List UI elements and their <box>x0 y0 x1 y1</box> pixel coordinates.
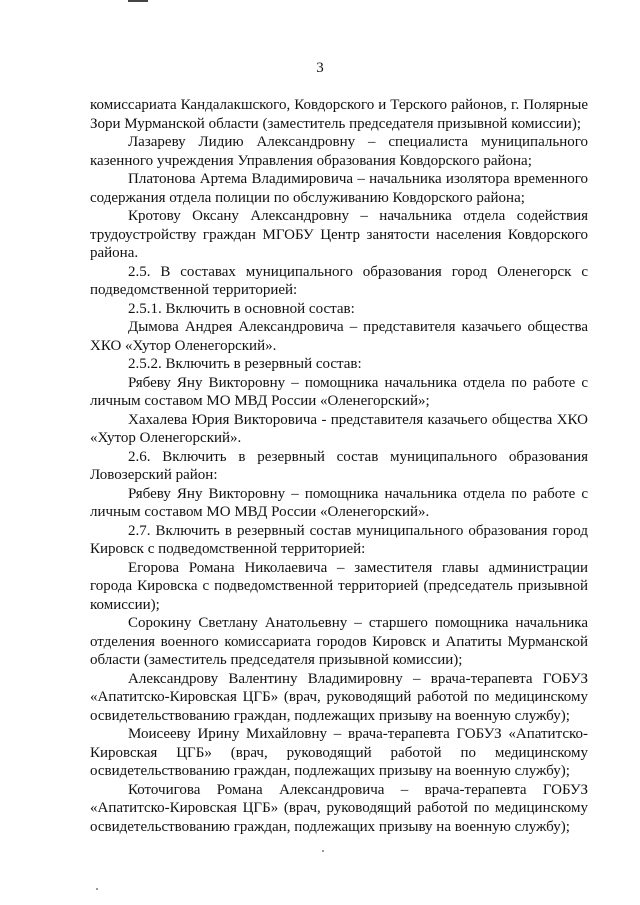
paragraph-aleksandrova: Александрову Валентину Владимировну – врача-терапевта ГОБУЗ «Апатитско-Кировская ЦГБ» (врач, руководящий работой по медицинскому освидетельствованию граждан, подлежащих призыву на военную службу); <box>90 670 588 724</box>
paragraph-section-2-5-2: 2.5.2. Включить в резервный состав: <box>128 356 362 372</box>
scan-mark <box>128 0 148 2</box>
paragraph-section-2-5-1: 2.5.1. Включить в основной состав: <box>128 300 355 317</box>
paragraph-sorokina: Сорокину Светлану Анатольевну – старшего помощника начальника отделения военного комиссариата городов Кировск и Апатиты Мурманской области (заместитель председателя призывной комиссии); <box>90 615 588 668</box>
paragraph-platonov: Платонова Артема Владимировича – начальника изолятора временного содержания отдела полиции по обслуживанию Ковдорского района; <box>90 171 588 206</box>
paragraph-khakhalev: Хахалева Юрия Викторовича - представителя казачьего общества ХКО «Хутор Оленегорский». <box>90 411 588 446</box>
paragraph-ryabeva-2: Рябеву Яну Викторовну – помощника начальника отдела по работе с личным составом МО МВД России «Оленегорский». <box>90 485 588 520</box>
page-number: 3 <box>316 60 324 76</box>
paragraph-egorov: Егорова Романа Николаевича – заместителя главы администрации города Кировска с подведомственной территорией (председатель призывной комиссии); <box>90 559 588 613</box>
paragraph-section-2-7: 2.7. Включить в резервный состав муниципального образования город Кировск с подведомственной территорией: <box>90 522 588 557</box>
scan-speck <box>96 888 98 890</box>
paragraph-commissariat-continuation: комиссариата Кандалакшского, Ковдорского и Терского районов, г. Полярные Зори Мурманской области (заместитель председателя призывной комиссии); <box>90 97 588 132</box>
paragraph-kotochigov: Коточигова Романа Александровича – врача-терапевта ГОБУЗ «Апатитско-Кировская ЦГБ» (врач, руководящий работой по медицинскому освидетельствованию граждан, подлежащих призыву на военную службу); <box>90 781 588 835</box>
paragraph-section-2-6: 2.6. Включить в резервный состав муниципального образования Ловозерский район: <box>90 448 588 483</box>
document-body <box>90 96 588 836</box>
scan-speck <box>322 850 324 852</box>
paragraph-section-2-5: 2.5. В составах муниципального образования город Оленегорск с подведомственной территорией: <box>90 263 588 298</box>
paragraph-moiseeva: Моисееву Ирину Михайловну – врача-терапевта ГОБУЗ «Апатитско-Кировская ЦГБ» (врач, руководящий работой по медицинскому освидетельствованию граждан, подлежащих призыву на военную службу); <box>90 726 588 779</box>
paragraph-krotova: Кротову Оксану Александровну – начальника отдела содействия трудоустройству граждан МГОБУ Центр занятости населения Ковдорского района. <box>90 208 588 261</box>
paragraph-dymov: Дымова Андрея Александровича – представителя казачьего общества ХКО «Хутор Оленегорский». <box>90 319 588 354</box>
paragraph-lazareva: Лазареву Лидию Александровну – специалиста муниципального казенного учреждения Управления образования Ковдорского района; <box>90 134 588 169</box>
paragraph-ryabeva-1: Рябеву Яну Викторовну – помощника начальника отдела по работе с личным составом МО МВД России «Оленегорский»; <box>90 374 588 409</box>
